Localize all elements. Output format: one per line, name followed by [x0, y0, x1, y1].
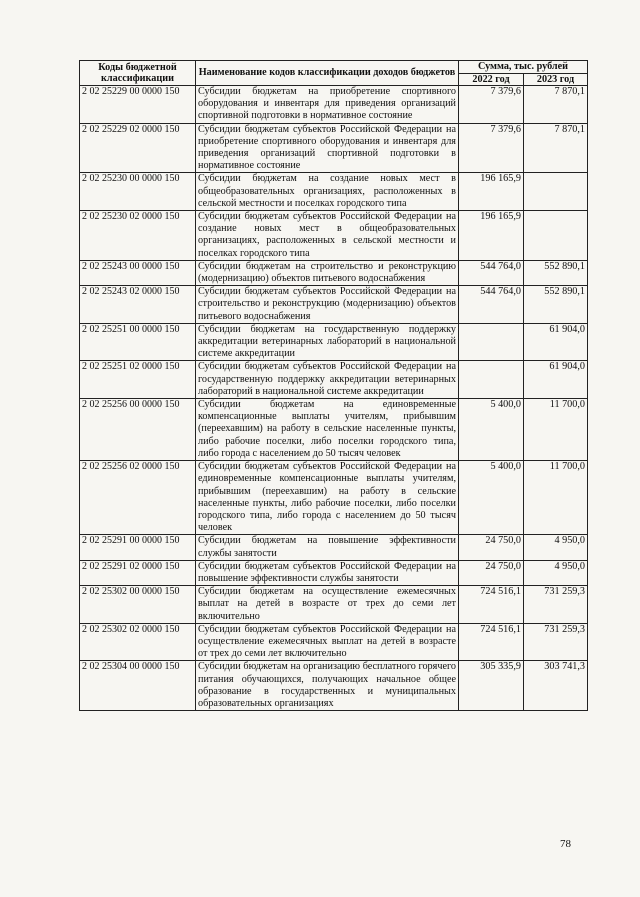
table-row: [80, 123, 588, 173]
row-name: Субсидии бюджетам на создание новых мест в общеобразовательных организациях, расположенных в сельской местности и поселках городского типа: [196, 173, 459, 211]
table-row: [80, 586, 588, 624]
row-amount-2022: 24 750,0: [459, 560, 524, 585]
header-sum: Сумма, тыс. рублей: [459, 61, 588, 74]
row-amount-2023: 61 904,0: [524, 361, 588, 399]
budget-revenue-table: [79, 60, 588, 711]
row-amount-2023: 4 950,0: [524, 560, 588, 585]
row-name: Субсидии бюджетам субъектов Российской Федерации на строительство и реконструкцию (модернизацию) объектов питьевого водоснабжения: [196, 286, 459, 324]
row-name: Субсидии бюджетам на строительство и реконструкцию (модернизацию) объектов питьевого водоснабжения: [196, 260, 459, 285]
row-amount-2022: 24 750,0: [459, 535, 524, 560]
row-amount-2023: 303 741,3: [524, 661, 588, 711]
table-row: [80, 286, 588, 324]
table-row: [80, 86, 588, 124]
row-amount-2022: 5 400,0: [459, 399, 524, 461]
row-amount-2022: 724 516,1: [459, 623, 524, 661]
page-number: 78: [560, 838, 571, 850]
row-name: Субсидии бюджетам на осуществление ежемесячных выплат на детей в возрасте от трех до семи лет включительно: [196, 586, 459, 624]
row-name: Субсидии бюджетам субъектов Российской Федерации на государственную поддержку аккредитации ветеринарных лабораторий в национальной системе аккредитации: [196, 361, 459, 399]
row-code: 2 02 25256 00 0000 150: [80, 399, 196, 461]
table-row: [80, 661, 588, 711]
row-amount-2022: 5 400,0: [459, 461, 524, 535]
row-amount-2022: 7 379,6: [459, 123, 524, 173]
row-name: Субсидии бюджетам на организацию бесплатного горячего питания обучающихся, получающих начальное общее образование в государственных и муниципальных образовательных организациях: [196, 661, 459, 711]
table-row: [80, 560, 588, 585]
row-code: 2 02 25243 02 0000 150: [80, 286, 196, 324]
row-name: Субсидии бюджетам субъектов Российской Федерации на приобретение спортивного оборудования и инвентаря для приведения организаций спортивной подготовки в нормативное состояние: [196, 123, 459, 173]
row-amount-2023: 4 950,0: [524, 535, 588, 560]
row-amount-2023: 61 904,0: [524, 323, 588, 361]
table-row: [80, 399, 588, 461]
table-row: [80, 260, 588, 285]
row-name: Субсидии бюджетам на приобретение спортивного оборудования и инвентаря для приведения организаций спортивной подготовки в нормативное состояние: [196, 86, 459, 124]
row-code: 2 02 25256 02 0000 150: [80, 461, 196, 535]
row-amount-2022: [459, 323, 524, 361]
row-code: 2 02 25304 00 0000 150: [80, 661, 196, 711]
row-amount-2022: [459, 361, 524, 399]
row-code: 2 02 25230 02 0000 150: [80, 211, 196, 261]
table-row: [80, 535, 588, 560]
table-row: [80, 461, 588, 535]
row-code: 2 02 25302 02 0000 150: [80, 623, 196, 661]
table-row: [80, 361, 588, 399]
row-name: Субсидии бюджетам субъектов Российской Федерации на единовременные компенсационные выплаты учителям, прибывшим (переехавшим) на работу в сельские населенные пункты, либо рабочие поселки, либо поселки городского типа, либо города с населением до 50 тысяч человек: [196, 461, 459, 535]
row-amount-2023: 7 870,1: [524, 86, 588, 124]
row-code: 2 02 25243 00 0000 150: [80, 260, 196, 285]
row-amount-2022: 544 764,0: [459, 286, 524, 324]
row-amount-2023: 731 259,3: [524, 586, 588, 624]
row-amount-2022: 305 335,9: [459, 661, 524, 711]
row-code: 2 02 25229 02 0000 150: [80, 123, 196, 173]
table-body: [80, 86, 588, 711]
row-amount-2023: 11 700,0: [524, 461, 588, 535]
row-amount-2023: [524, 173, 588, 211]
header-year-2023: 2023 год: [524, 73, 588, 86]
row-amount-2023: 552 890,1: [524, 260, 588, 285]
row-amount-2022: 544 764,0: [459, 260, 524, 285]
table-row: [80, 323, 588, 361]
row-code: 2 02 25291 00 0000 150: [80, 535, 196, 560]
table-row: [80, 211, 588, 261]
header-name: Наименование кодов классификации доходов бюджетов: [196, 61, 459, 86]
row-name: Субсидии бюджетам субъектов Российской Федерации на осуществление ежемесячных выплат на детей в возрасте от трех до семи лет включительно: [196, 623, 459, 661]
table-row: [80, 623, 588, 661]
row-name: Субсидии бюджетам на повышение эффективности службы занятости: [196, 535, 459, 560]
row-amount-2022: 724 516,1: [459, 586, 524, 624]
header-code: Коды бюджетной классификации: [80, 61, 196, 86]
row-code: 2 02 25229 00 0000 150: [80, 86, 196, 124]
row-amount-2023: [524, 211, 588, 261]
row-name: Субсидии бюджетам субъектов Российской Федерации на создание новых мест в общеобразовательных организациях, расположенных в сельской местности и поселках городского типа: [196, 211, 459, 261]
row-amount-2022: 7 379,6: [459, 86, 524, 124]
row-amount-2023: 552 890,1: [524, 286, 588, 324]
table-row: [80, 173, 588, 211]
row-amount-2023: 731 259,3: [524, 623, 588, 661]
row-amount-2022: 196 165,9: [459, 211, 524, 261]
row-name: Субсидии бюджетам на государственную поддержку аккредитации ветеринарных лабораторий в национальной системе аккредитации: [196, 323, 459, 361]
row-code: 2 02 25251 00 0000 150: [80, 323, 196, 361]
row-code: 2 02 25302 00 0000 150: [80, 586, 196, 624]
table-header: [80, 61, 588, 86]
row-amount-2023: 7 870,1: [524, 123, 588, 173]
header-year-2022: 2022 год: [459, 73, 524, 86]
row-code: 2 02 25230 00 0000 150: [80, 173, 196, 211]
row-amount-2022: 196 165,9: [459, 173, 524, 211]
row-name: Субсидии бюджетам на единовременные компенсационные выплаты учителям, прибывшим (переехавшим) на работу в сельские населенные пункты, либо рабочие поселки, либо поселки городского типа, либо города с населением до 50 тысяч человек: [196, 399, 459, 461]
row-name: Субсидии бюджетам субъектов Российской Федерации на повышение эффективности службы занятости: [196, 560, 459, 585]
row-code: 2 02 25291 02 0000 150: [80, 560, 196, 585]
row-code: 2 02 25251 02 0000 150: [80, 361, 196, 399]
row-amount-2023: 11 700,0: [524, 399, 588, 461]
